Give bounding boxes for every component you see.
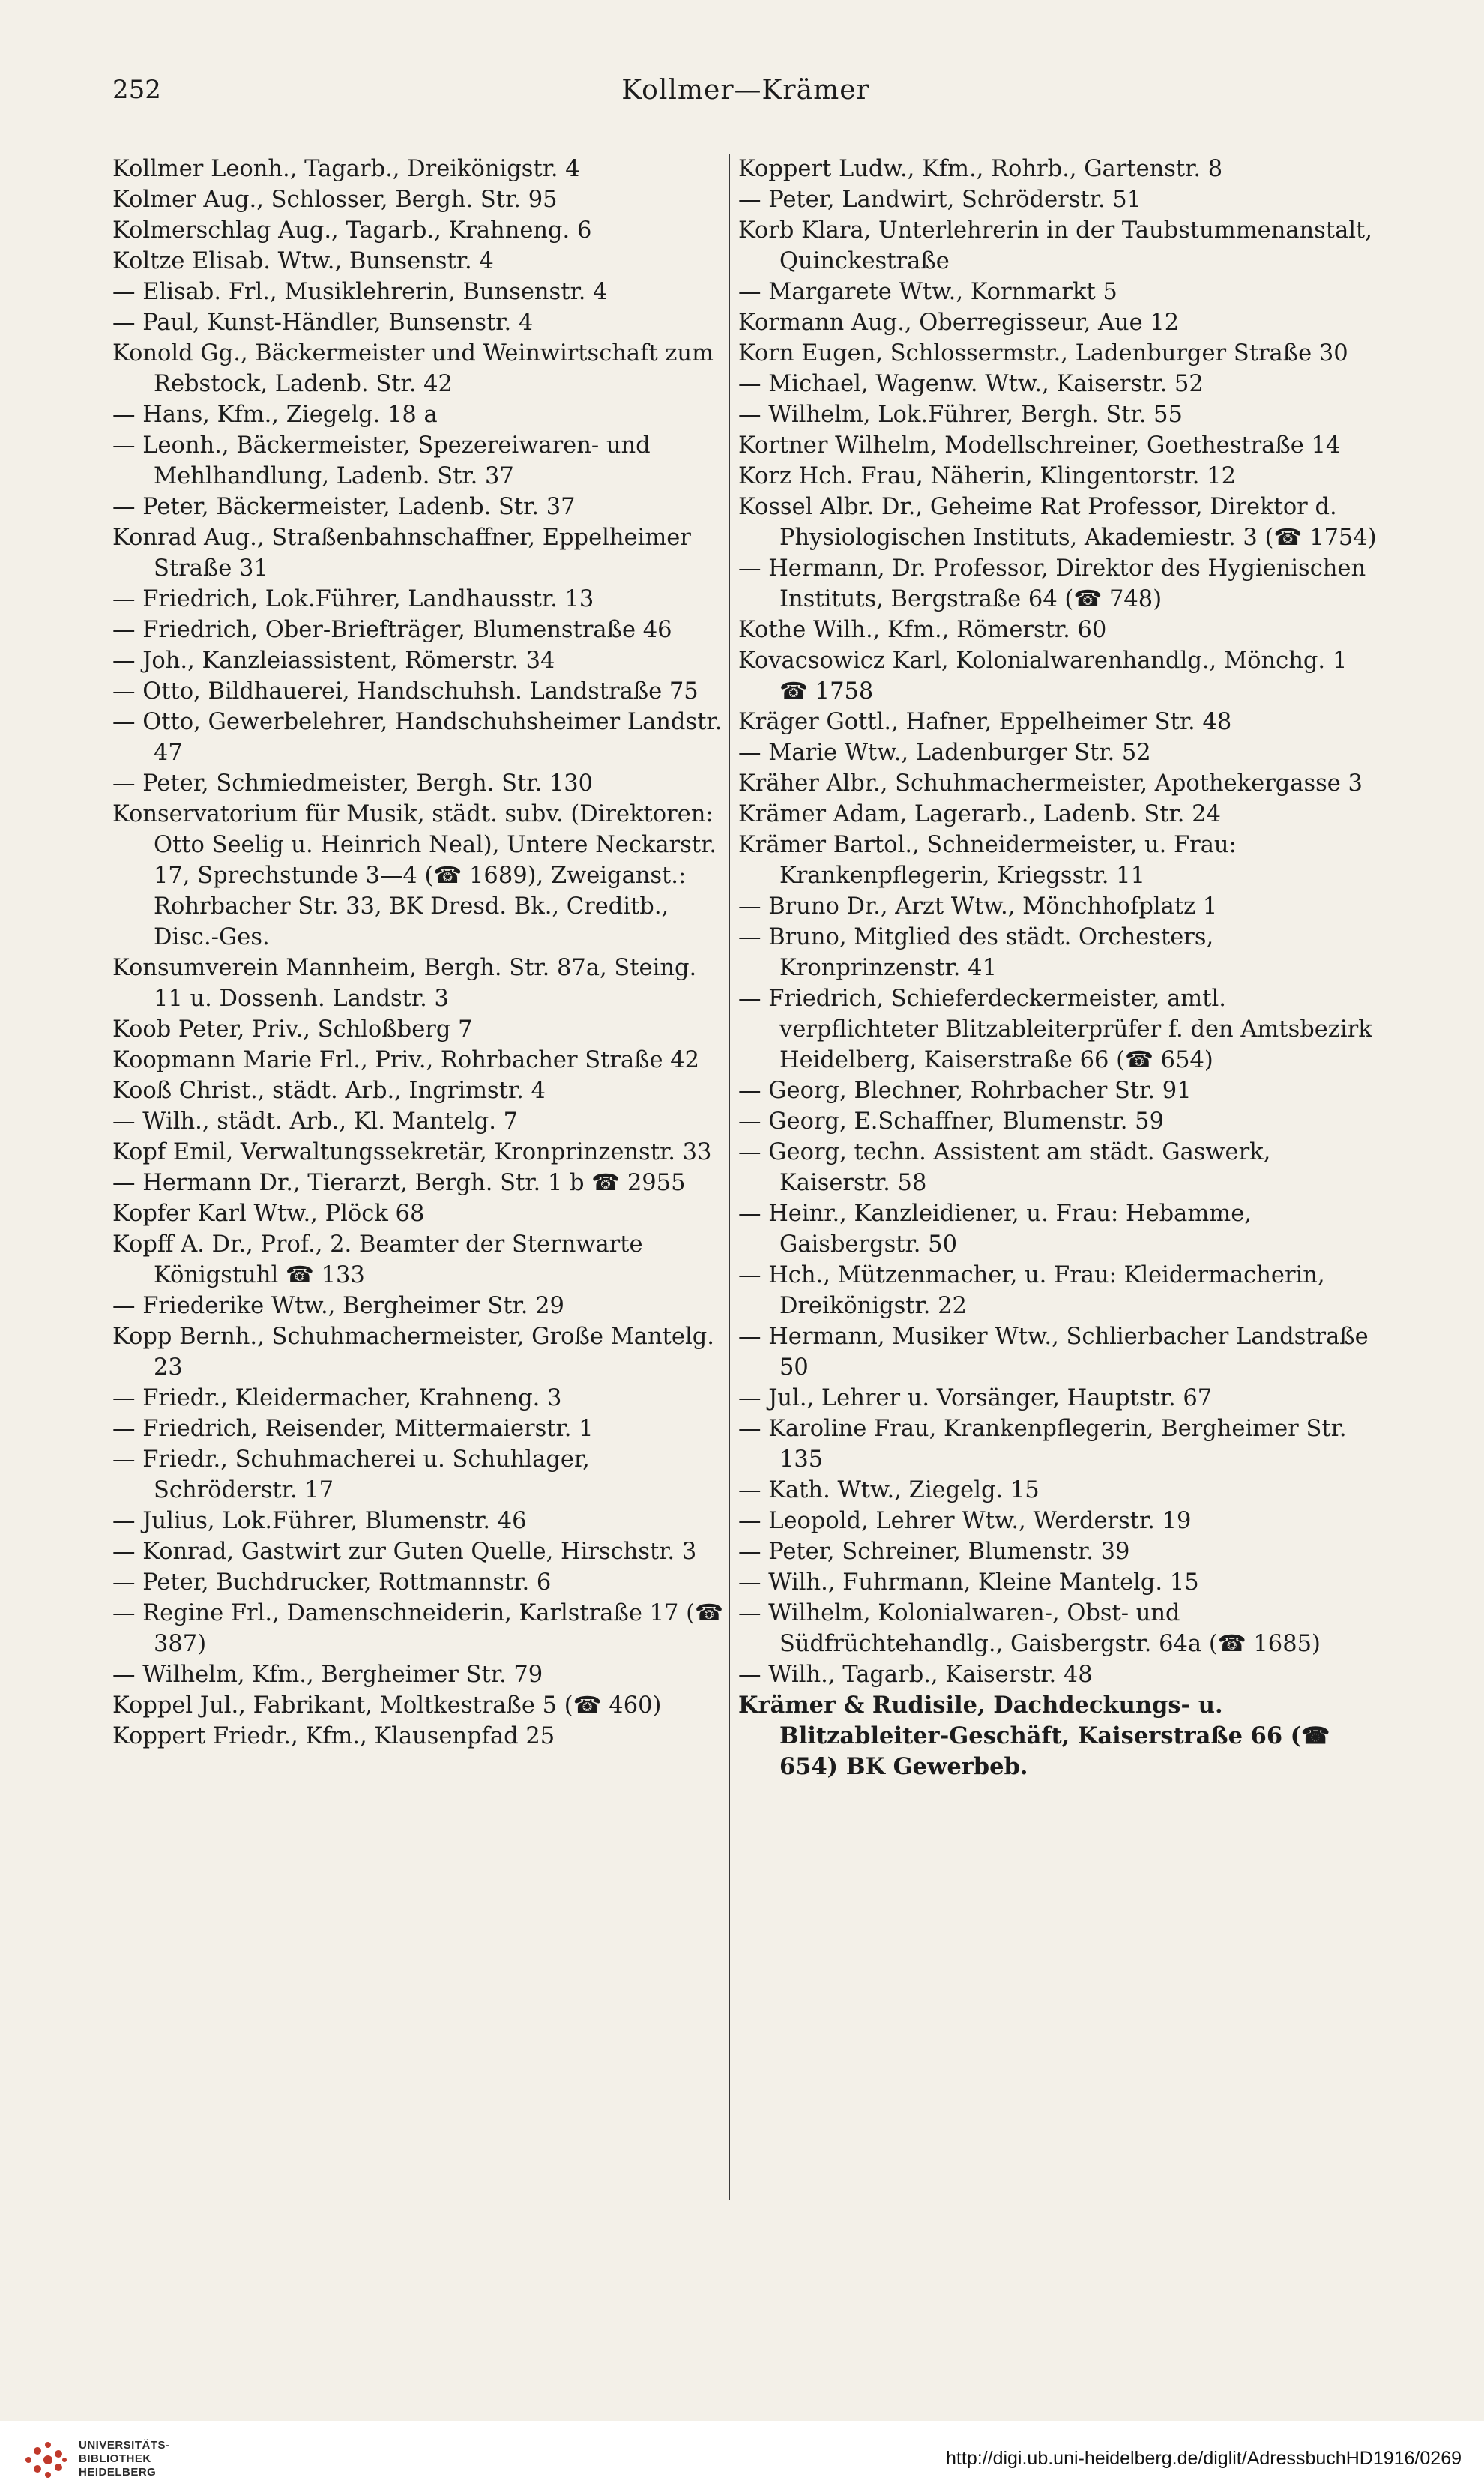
directory-entry: Kossel Albr. Dr., Geheime Rat Professor, Direktor d. Physiologischen Instituts, Akademiestr. 3 (☎ 1754) [738, 494, 1377, 551]
directory-entry: — Regine Frl., Damenschneiderin, Karlstraße 17 (☎ 387) [112, 1600, 723, 1657]
directory-entry: Krämer & Rudisile, Dachdeckungs- u. Blitzableiter-Geschäft, Kaiserstraße 66 (☎ 654) BK Gewerbeb. [738, 1692, 1330, 1780]
directory-entry: — Peter, Buchdrucker, Rottmannstr. 6 [112, 1569, 552, 1596]
directory-entry: Koob Peter, Priv., Schloßberg 7 [112, 1016, 473, 1043]
page-number: 252 [112, 75, 161, 105]
directory-entry: Kräger Gottl., Hafner, Eppelheimer Str. 48 [738, 709, 1232, 735]
directory-entry: Koltze Elisab. Wtw., Bunsenstr. 4 [112, 248, 494, 274]
directory-entry: — Peter, Bäckermeister, Ladenb. Str. 37 [112, 494, 576, 520]
directory-entry: Kormann Aug., Oberregisseur, Aue 12 [738, 310, 1180, 336]
directory-entry: Kooß Christ., städt. Arb., Ingrimstr. 4 [112, 1078, 546, 1104]
directory-entry: — Georg, Blechner, Rohrbacher Str. 91 [738, 1078, 1192, 1104]
directory-entry: Kopff A. Dr., Prof., 2. Beamter der Sternwarte Königstuhl ☎ 133 [112, 1231, 643, 1288]
directory-entry: — Jul., Lehrer u. Vorsänger, Hauptstr. 67 [738, 1385, 1213, 1411]
library-name-line: HEIDELBERG [79, 2466, 157, 2479]
directory-entry: — Wilh., Fuhrmann, Kleine Mantelg. 15 [738, 1569, 1199, 1596]
directory-entry: — Heinr., Kanzleidiener, u. Frau: Hebamme, Gaisbergstr. 50 [738, 1201, 1252, 1258]
directory-entry: — Wilh., städt. Arb., Kl. Mantelg. 7 [112, 1108, 519, 1135]
directory-entry: — Peter, Schmiedmeister, Bergh. Str. 130 [112, 770, 594, 797]
directory-entry: — Hermann, Dr. Professor, Direktor des Hygienischen Instituts, Bergstraße 64 (☎ 748) [738, 555, 1366, 612]
directory-entry: — Karoline Frau, Krankenpflegerin, Bergheimer Str. 135 [738, 1416, 1347, 1473]
directory-entry: — Hch., Mützenmacher, u. Frau: Kleidermacherin, Dreikönigstr. 22 [738, 1262, 1325, 1319]
directory-entry: — Peter, Schreiner, Blumenstr. 39 [738, 1539, 1130, 1565]
directory-entry: Koppert Friedr., Kfm., Klausenpfad 25 [112, 1723, 555, 1749]
directory-entry: — Wilhelm, Kfm., Bergheimer Str. 79 [112, 1662, 543, 1688]
directory-entry: — Otto, Bildhauerei, Handschuhsh. Landstraße 75 [112, 678, 699, 705]
column-divider [729, 154, 730, 2200]
directory-entry: — Konrad, Gastwirt zur Guten Quelle, Hirschstr. 3 [112, 1539, 697, 1565]
directory-entry: — Julius, Lok.Führer, Blumenstr. 46 [112, 1508, 527, 1534]
directory-entry: Kopp Bernh., Schuhmachermeister, Große Mantelg. 23 [112, 1324, 714, 1381]
directory-entry: — Friedrich, Lok.Führer, Landhausstr. 13 [112, 586, 594, 612]
directory-entry: — Wilh., Tagarb., Kaiserstr. 48 [738, 1662, 1093, 1688]
directory-entry: — Friedrich, Schieferdeckermeister, amtl. verpflichteter Blitzableiterprüfer f. den Amtsbezirk Heidelberg, Kaiserstraße 66 (☎ 654) [738, 986, 1372, 1073]
directory-entry: Korz Hch. Frau, Näherin, Klingentorstr. 12 [738, 463, 1236, 489]
directory-entry: Konsumverein Mannheim, Bergh. Str. 87a, Steing. 11 u. Dossenh. Landstr. 3 [112, 955, 697, 1012]
directory-entry: — Peter, Landwirt, Schröderstr. 51 [738, 187, 1142, 213]
directory-entry: — Wilhelm, Kolonialwaren-, Obst- und Südfrüchtehandlg., Gaisbergstr. 64a (☎ 1685) [738, 1600, 1321, 1657]
directory-entry: Konold Gg., Bäckermeister und Weinwirtschaft zum Rebstock, Ladenb. Str. 42 [112, 340, 714, 397]
directory-entry: Kortner Wilhelm, Modellschreiner, Goethestraße 14 [738, 432, 1341, 459]
library-logo-icon [22, 2437, 67, 2482]
directory-entry: — Bruno, Mitglied des städt. Orchesters, Kronprinzenstr. 41 [738, 924, 1214, 981]
directory-entry: — Hans, Kfm., Ziegelg. 18 a [112, 402, 438, 428]
directory-entry: — Michael, Wagenw. Wtw., Kaiserstr. 52 [738, 371, 1204, 397]
directory-entry: Koppel Jul., Fabrikant, Moltkestraße 5 (☎ 460) [112, 1692, 662, 1719]
directory-entry: Krämer Adam, Lagerarb., Ladenb. Str. 24 [738, 801, 1221, 827]
library-name [79, 2439, 170, 2479]
directory-entry: Kolmerschlag Aug., Tagarb., Krahneng. 6 [112, 217, 592, 244]
right-column [738, 154, 1379, 2192]
directory-entry: — Marie Wtw., Ladenburger Str. 52 [738, 740, 1151, 766]
directory-entry: — Friederike Wtw., Bergheimer Str. 29 [112, 1293, 564, 1319]
directory-entry: — Hermann, Musiker Wtw., Schlierbacher Landstraße 50 [738, 1324, 1369, 1381]
directory-entry: — Friedrich, Ober-Briefträger, Blumenstraße 46 [112, 617, 672, 643]
directory-entry: — Kath. Wtw., Ziegelg. 15 [738, 1477, 1040, 1503]
directory-entry: Korn Eugen, Schlossermstr., Ladenburger Straße 30 [738, 340, 1348, 366]
directory-entry: Konrad Aug., Straßenbahnschaffner, Eppelheimer Straße 31 [112, 525, 691, 582]
directory-entry: Kovacsowicz Karl, Kolonialwarenhandlg., Mönchg. 1 ☎ 1758 [738, 648, 1348, 705]
directory-entry: — Georg, E.Schaffner, Blumenstr. 59 [738, 1108, 1164, 1135]
footer [0, 2421, 1484, 2492]
directory-entry: Konservatorium für Musik, städt. subv. (Direktoren: Otto Seelig u. Heinrich Neal), Untere Neckarstr. 17, Sprechstunde 3—4 (☎ 1689), Zweiganst.: Rohrbacher Str. 33, BK Dresd. Bk., Creditb., Disc.-Ges. [112, 801, 717, 950]
directory-entry: Kolmer Aug., Schlosser, Bergh. Str. 95 [112, 187, 558, 213]
directory-entry: — Friedr., Kleidermacher, Krahneng. 3 [112, 1385, 562, 1411]
directory-entry: Krämer Bartol., Schneidermeister, u. Frau: Krankenpflegerin, Kriegsstr. 11 [738, 832, 1237, 889]
directory-entry: — Paul, Kunst-Händler, Bunsenstr. 4 [112, 310, 534, 336]
directory-entry: — Friedrich, Reisender, Mittermaierstr. 1 [112, 1416, 594, 1442]
directory-entry: — Hermann Dr., Tierarzt, Bergh. Str. 1 b ☎ 2955 [112, 1170, 686, 1196]
directory-entry: — Bruno Dr., Arzt Wtw., Mönchhofplatz 1 [738, 893, 1218, 920]
directory-entry: — Friedr., Schuhmacherei u. Schuhlager, Schröderstr. 17 [112, 1446, 590, 1503]
directory-entry: — Georg, techn. Assistent am städt. Gaswerk, Kaiserstr. 58 [738, 1139, 1271, 1196]
directory-entry: Kothe Wilh., Kfm., Römerstr. 60 [738, 617, 1107, 643]
directory-entry: Kollmer Leonh., Tagarb., Dreikönigstr. 4 [112, 156, 580, 182]
directory-entry: — Elisab. Frl., Musiklehrerin, Bunsenstr. 4 [112, 279, 608, 305]
directory-entry: Koopmann Marie Frl., Priv., Rohrbacher Straße 42 [112, 1047, 700, 1073]
directory-entry: — Leonh., Bäckermeister, Spezereiwaren- und Mehlhandlung, Ladenb. Str. 37 [112, 432, 651, 489]
directory-entry: — Wilhelm, Lok.Führer, Bergh. Str. 55 [738, 402, 1183, 428]
running-head: Kollmer—Krämer [621, 75, 870, 106]
directory-entry: — Leopold, Lehrer Wtw., Werderstr. 19 [738, 1508, 1192, 1534]
directory-entry: — Margarete Wtw., Kornmarkt 5 [738, 279, 1117, 305]
source-url-link[interactable]: http://digi.ub.uni-heidelberg.de/diglit/AdressbuchHD1916/0269 [946, 2448, 1462, 2469]
directory-entry: Kopf Emil, Verwaltungssekretär, Kronprinzenstr. 33 [112, 1139, 712, 1165]
directory-entry: Kräher Albr., Schuhmachermeister, Apothekergasse 3 [738, 770, 1363, 797]
directory-entry: — Otto, Gewerbelehrer, Handschuhsheimer Landstr. 47 [112, 709, 723, 766]
directory-entry: — Joh., Kanzleiassistent, Römerstr. 34 [112, 648, 555, 674]
library-name-line: UNIVERSITÄTS- [79, 2439, 170, 2452]
directory-entry: Kopfer Karl Wtw., Plöck 68 [112, 1201, 425, 1227]
page-header [112, 75, 1379, 120]
left-column [112, 154, 723, 2192]
library-name-line: BIBLIOTHEK [79, 2452, 151, 2465]
directory-entry: Koppert Ludw., Kfm., Rohrb., Gartenstr. 8 [738, 156, 1223, 182]
directory-entry: Korb Klara, Unterlehrerin in der Taubstummenanstalt, Quinckestraße [738, 217, 1372, 274]
